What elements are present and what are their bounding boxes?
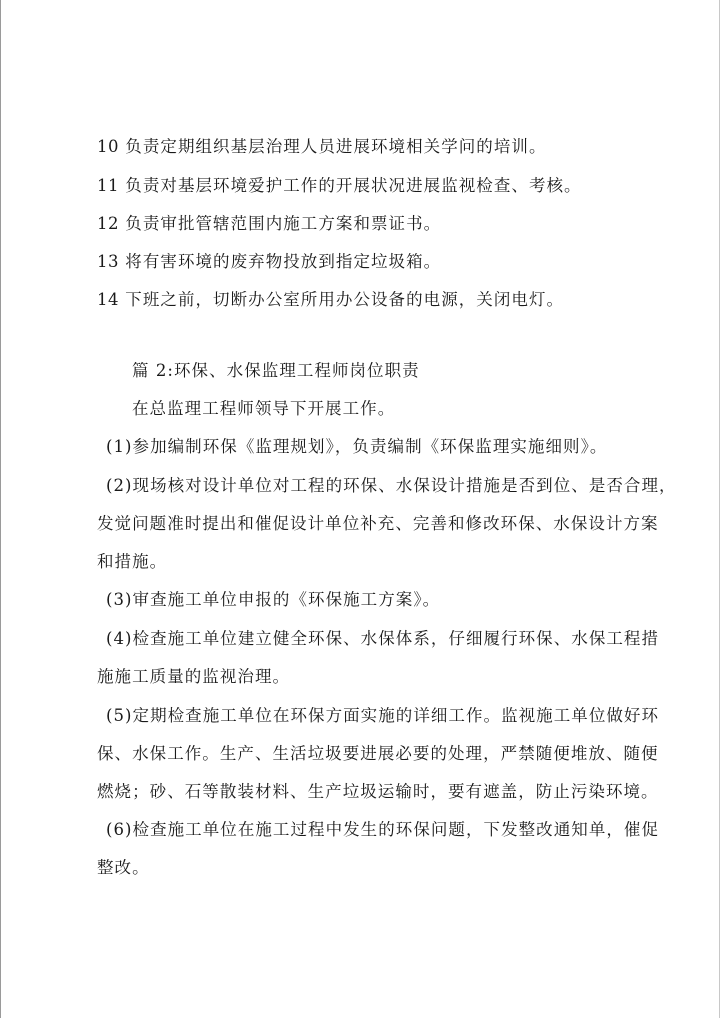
- item-text: 负责定期组织基层治理人员进展环境相关学问的培训。: [125, 137, 547, 156]
- paragraph-line: 发觉问题准时提出和催促设计单位补充、完善和修改环保、水保设计方案: [97, 514, 659, 533]
- list-item: [97, 213, 441, 235]
- paragraph-line: (5)定期检查施工单位在环保方面实施的详细工作。监视施工单位做好环: [106, 706, 660, 725]
- item-text: 负责审批管辖范围内施工方案和票证书。: [125, 214, 442, 233]
- paragraph-line: (3)审查施工单位申报的《环保施工方案》。: [106, 590, 441, 609]
- section-title: 篇 2:环保、水保监理工程师岗位职责: [132, 361, 420, 380]
- paragraph-line: (4)检查施工单位建立健全环保、水保体系，仔细履行环保、水保工程措: [106, 629, 660, 648]
- item-number: 14: [97, 290, 119, 309]
- paragraph-line: 保、水保工作。生产、生活垃圾要进展必要的处理，严禁随便堆放、随便: [97, 744, 659, 763]
- paragraph-line: (1)参加编制环保《监理规划》，负责编制《环保监理实施细则》。: [106, 437, 608, 456]
- paragraph-line: (2)现场核对设计单位对工程的环保、水保设计措施是否到位、是否合理，: [106, 476, 677, 495]
- paragraph-line: (6)检查施工单位在施工过程中发生的环保问题，下发整改通知单，催促: [106, 820, 660, 839]
- list-item: [97, 251, 441, 273]
- intro-paragraph: 在总监理工程师领导下开展工作。: [132, 399, 396, 418]
- paragraph-line: 燃烧；砂、石等散装材料、生产垃圾运输时，要有遮盖，防止污染环境。: [97, 782, 659, 801]
- paragraph-line: 整改。: [97, 858, 150, 877]
- item-text: 下班之前，切断办公室所用办公设备的电源，关闭电灯。: [125, 290, 565, 309]
- page-border-left: [0, 0, 1, 1018]
- paragraph-line: 和措施。: [97, 552, 168, 571]
- list-item: [97, 175, 582, 197]
- item-number: 12: [97, 214, 119, 233]
- list-item: [97, 136, 547, 158]
- item-number: 11: [97, 176, 119, 195]
- item-number: 10: [97, 137, 119, 156]
- item-number: 13: [97, 252, 119, 271]
- item-text: 将有害环境的废弃物投放到指定垃圾箱。: [125, 252, 442, 271]
- paragraph-line: 施施工质量的监视治理。: [97, 667, 291, 686]
- item-text: 负责对基层环境爱护工作的开展状况进展监视检查、考核。: [125, 176, 582, 195]
- list-item: [97, 289, 564, 311]
